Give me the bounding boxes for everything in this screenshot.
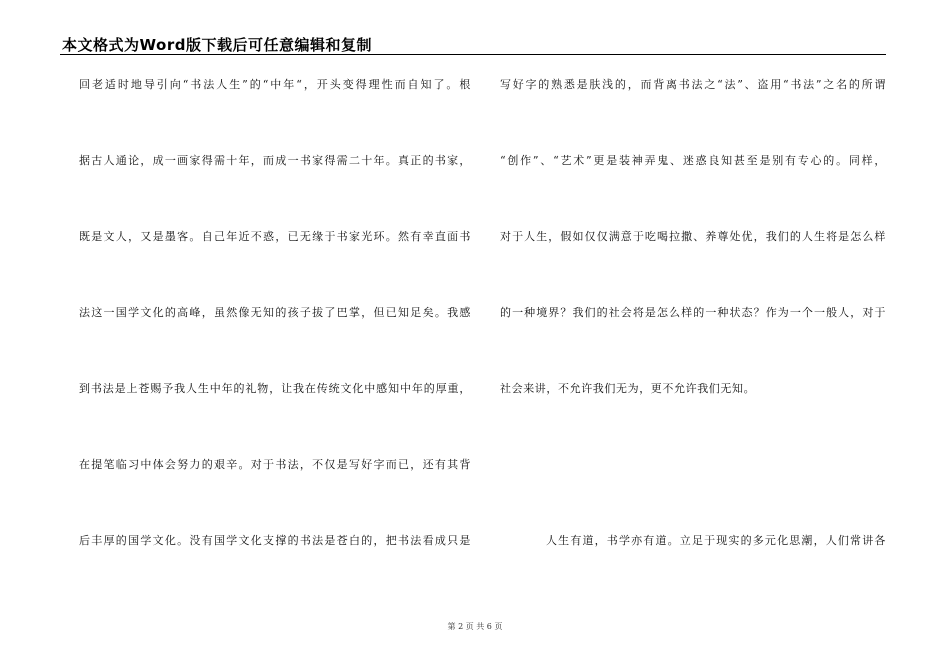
text-line: 回老适时地导引向“书法人生”的“中年“，开头变得理性而自知了。根 [79,78,471,91]
text-line: 写好字的熟悉是肤浅的，而背离书法之“法”、盗用“书法”之名的所谓 [500,78,886,91]
header-title: 本文格式为Word版下载后可任意编辑和复制 [62,36,372,54]
paragraph-start-line: 人生有道，书学亦有道。立足于现实的多元化思潮，人们常讲各 [546,534,886,547]
text-line: 法这一国学文化的高峰，虽然像无知的孩子拔了巴掌，但已知足矣。我感 [79,306,471,319]
page-header [60,34,886,55]
page-number: 第 2 页 共 6 页 [447,622,503,631]
text-line: 在提笔临习中体会努力的艰辛。对于书法，不仅是写好字而已，还有其背 [79,458,471,471]
text-line: 既是文人，又是墨客。自己年近不惑，已无缘于书家光环。然有幸直面书 [79,230,471,243]
text-line: 对于人生，假如仅仅满意于吃喝拉撒、养尊处优，我们的人生将是怎么样 [500,230,886,243]
text-line: “创作”、“艺术”更是装神弄鬼、迷惑良知甚至是别有专心的。同样， [500,154,886,167]
text-line: 据古人通论，成一画家得需十年，而成一书家得需二十年。真正的书家， [79,154,471,167]
text-line: 社会来讲，不允许我们无为，更不允许我们无知。 [500,382,756,395]
text-line: 的一种境界？我们的社会将是怎么样的一种状态？作为一个一般人，对于 [500,306,886,319]
text-line: 后丰厚的国学文化。没有国学文化支撑的书法是苍白的，把书法看成只是 [79,534,471,547]
text-line: 到书法是上苍赐予我人生中年的礼物，让我在传统文化中感知中年的厚重， [79,382,471,395]
